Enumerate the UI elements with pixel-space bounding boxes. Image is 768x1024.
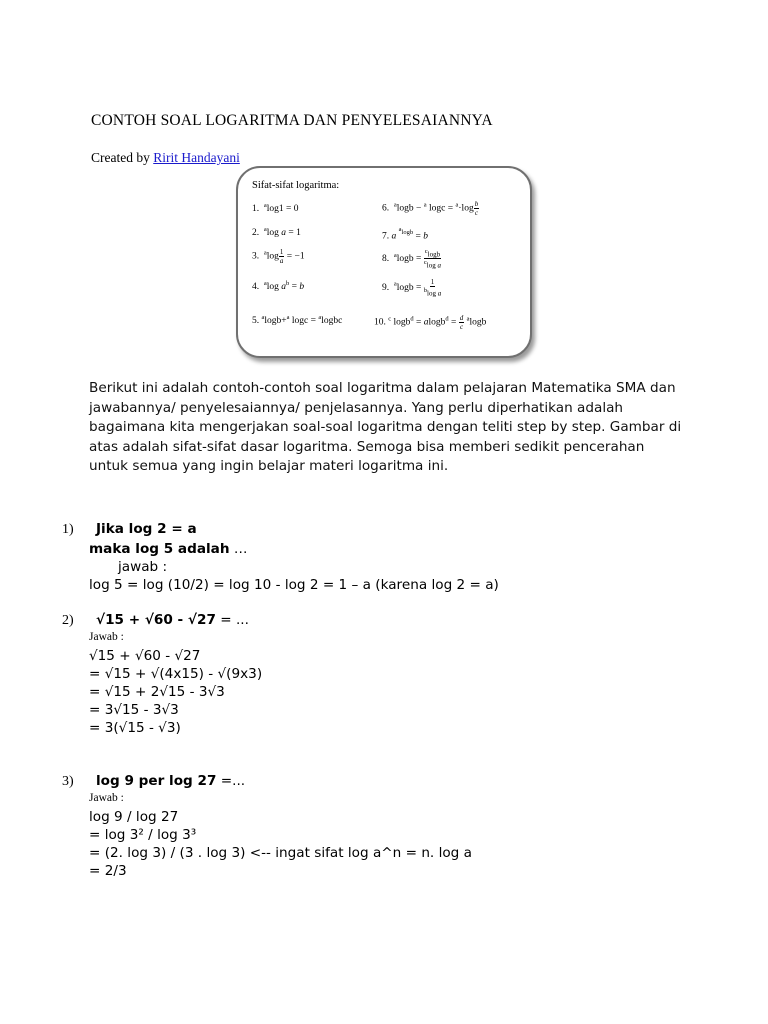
- credit-line: [91, 150, 240, 166]
- question-3-step: log 9 / log 27: [89, 809, 179, 825]
- question-2-tail: = ...: [215, 612, 249, 628]
- property-1: 1. $^a$log1 = 0: [252, 202, 299, 215]
- question-1-text: Jika log 2 = a: [96, 521, 197, 537]
- question-3-step: = log 3² / log 3³: [89, 827, 197, 843]
- question-1-line2-bold: maka log 5 adalah: [89, 541, 230, 557]
- document-title: CONTOH SOAL LOGARITMA DAN PENYELESAIANNYA: [91, 112, 493, 129]
- property-2: 2. $^a$log a = 1: [252, 226, 301, 239]
- question-2-step: = √15 + √(4x15) - √(9x3): [89, 666, 263, 682]
- question-2-answer-label: Jawab :: [89, 631, 124, 643]
- intro-line: jawabannya/ penyelesaiannya/ penjelasannya. Yang perlu diperhatikan adalah: [89, 399, 624, 416]
- credit-prefix: Created by: [91, 150, 154, 165]
- question-2-step: = 3√15 - 3√3: [89, 702, 179, 718]
- property-4: 4. $^a$log $a^b = b$: [252, 280, 305, 293]
- question-3-bold: log 9 per log 27: [96, 773, 217, 789]
- property-10: 10. $^c$ logb$^d$ = alogb$^d$ = $\frac{d}{c}$ $^a$logb: [374, 314, 487, 331]
- question-3-step: = 2/3: [89, 863, 127, 879]
- property-7: 7. a $^{^alogb}$ = b: [382, 226, 428, 242]
- logarithm-properties-box: [236, 166, 532, 358]
- question-1-number: 1): [62, 522, 74, 537]
- intro-line: untuk semua yang ingin belajar materi logaritma ini.: [89, 458, 449, 475]
- properties-title: Sifat-sifat logaritma:: [252, 180, 340, 191]
- author-link[interactable]: Ririt Handayani: [153, 150, 240, 165]
- question-3-answer-label: Jawab :: [89, 792, 124, 804]
- question-1-line2: [89, 541, 247, 557]
- question-3-text: [96, 773, 245, 789]
- question-2-step: = √15 + 2√15 - 3√3: [89, 684, 225, 700]
- question-1-answer: log 5 = log (10/2) = log 10 - log 2 = 1 – a (karena log 2 = a): [89, 577, 499, 593]
- property-8: 8. $^a$logb = $\frac{^c\log b}{^c\log a}$: [382, 248, 441, 270]
- question-3-number: 3): [62, 774, 74, 789]
- question-2-bold: √15 + √60 - √27: [96, 612, 216, 628]
- intro-paragraph: [89, 379, 689, 477]
- question-2-number: 2): [62, 613, 74, 628]
- question-3-step: = (2. log 3) / (3 . log 3) <-- ingat sifat log a^n = n. log a: [89, 845, 472, 861]
- intro-line: Berikut ini adalah contoh-contoh soal logaritma dalam pelajaran Matematika SMA dan: [89, 380, 676, 396]
- intro-line: atas adalah sifat-sifat dasar logaritma. Semoga bisa memberi sedikit pencerahan: [89, 438, 645, 455]
- question-2-text: [96, 612, 249, 628]
- question-1-line2-tail: …: [229, 541, 248, 557]
- question-2-step: = 3(√15 - √3): [89, 720, 181, 736]
- question-3-tail: =...: [216, 773, 246, 789]
- property-5: 5. $^a$logb+$^a$ logc = $^a$logbc: [252, 314, 343, 327]
- property-9: 9. $^a$logb = $\frac{1}{^b\log a}$: [382, 278, 442, 298]
- question-2-step: √15 + √60 - √27: [89, 648, 201, 664]
- property-3: 3. $^a$log $\frac{1}{a}$ = −1: [252, 248, 305, 265]
- property-6: 6. $^a$logb − $^a$ logc = $^a$·log $\frac{b}{c}$: [382, 200, 479, 217]
- intro-line: bagaimana kita mengerjakan soal-soal logaritma dengan teliti step by step. Gambar di: [89, 419, 682, 436]
- question-1-answer-label: jawab :: [118, 559, 168, 575]
